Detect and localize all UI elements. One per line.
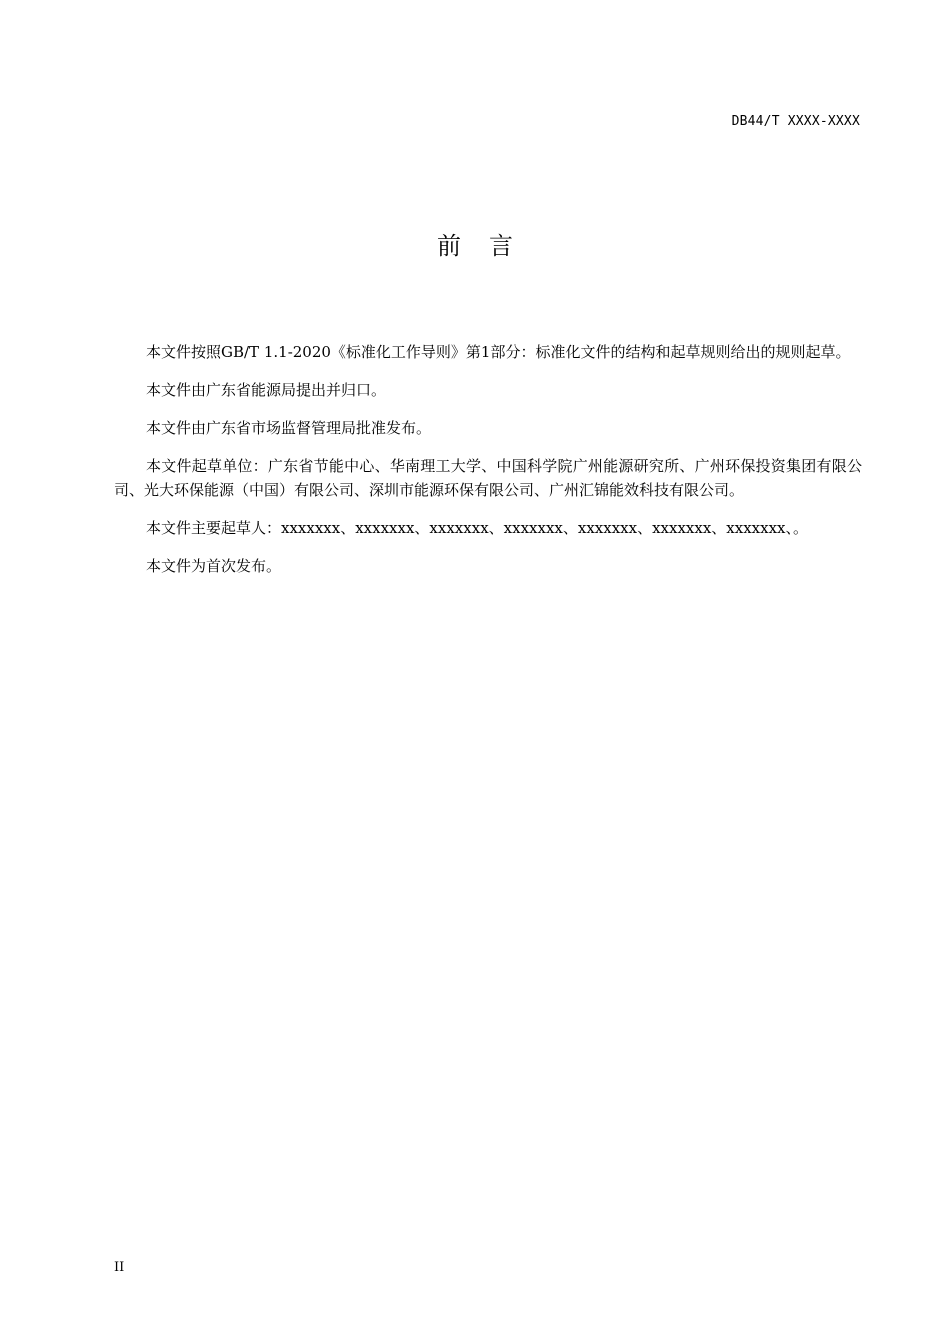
document-body [114,340,862,592]
paragraph-drafting-units: 本文件起草单位：广东省节能中心、华南理工大学、中国科学院广州能源研究所、广州环保投资集团有限公司、光大环保能源（中国）有限公司、深圳市能源环保有限公司、广州汇锦能效科技有限公司。 [114,457,862,499]
paragraph-drafters: 本文件主要起草人：xxxxxxx、xxxxxxx、xxxxxxx、xxxxxxx、xxxxxxx、xxxxxxx、xxxxxxx、。 [146,519,809,537]
paragraph-first-release: 本文件为首次发布。 [146,557,282,575]
paragraph-proposer: 本文件由广东省能源局提出并归口。 [146,381,387,399]
page-title: 前言 [437,232,541,260]
paragraph-approver: 本文件由广东省市场监督管理局批准发布。 [146,419,432,437]
document-code: DB44/T XXXX-XXXX [731,114,860,129]
page-number: II [114,1260,125,1275]
paragraph-drafting-rules: 本文件按照GB/T 1.1-2020《标准化工作导则》第1部分：标准化文件的结构和起草规则给出的规则起草。 [146,343,851,361]
